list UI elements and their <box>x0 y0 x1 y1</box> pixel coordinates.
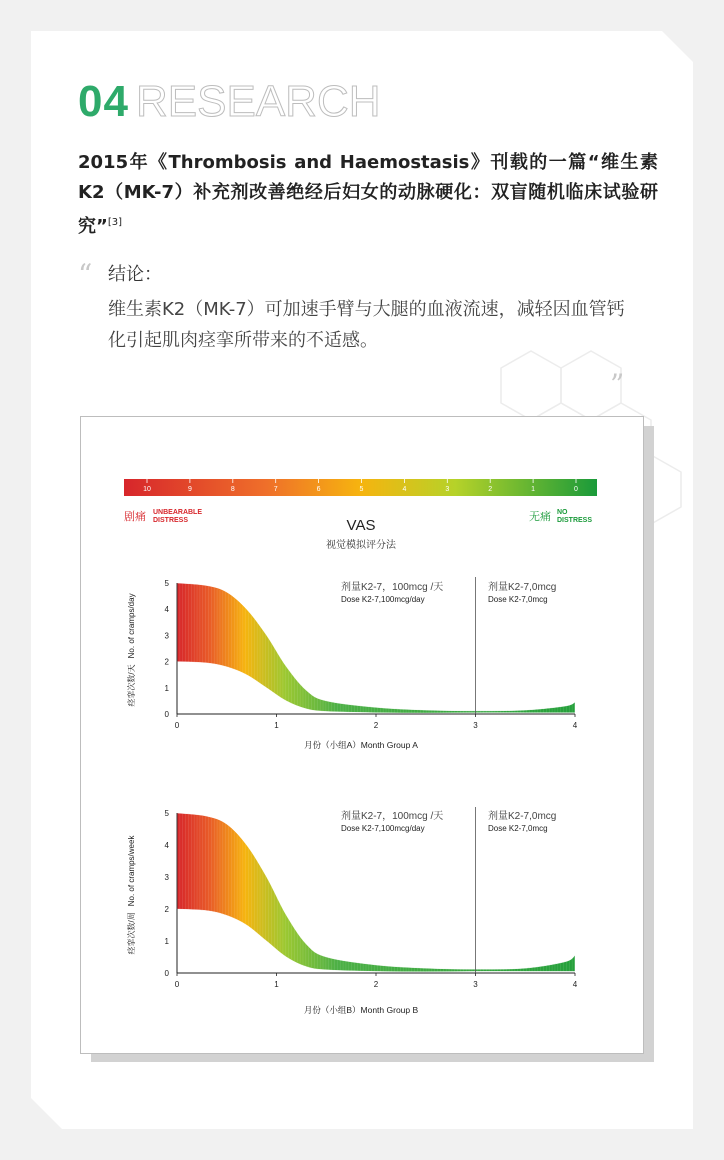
vas-tick-label: 0 <box>574 486 578 493</box>
vas-left-label-cn: 剧痛 <box>124 511 146 523</box>
vas-left-label-en-2: DISTRESS <box>153 517 189 524</box>
chart-group-b <box>126 807 578 1015</box>
section-title: RESEARCH <box>136 77 381 126</box>
chart-b-annotation-right-en: Dose K2-7,0mcg <box>488 824 548 833</box>
vas-title: VAS <box>346 517 376 534</box>
x-tick-label: 4 <box>572 721 578 730</box>
vas-right-label-cn: 无痛 <box>529 511 551 523</box>
y-tick-label: 3 <box>164 631 169 641</box>
chart-a-annotation-left-en: Dose K2-7,100mcg/day <box>341 595 425 604</box>
y-tick-label: 0 <box>164 710 169 719</box>
x-tick-label: 0 <box>174 721 180 730</box>
x-tick-label: 2 <box>373 980 379 989</box>
chart-a-annotation-right-cn: 剂量K2-7,0mcg <box>488 582 557 593</box>
conclusion-body: 维生素K2（MK-7）可加速手臂与大腿的血液流速，减轻因血管钙化引起肌肉痉挛所带来的不适感。 <box>108 299 625 351</box>
vas-tick-label: 2 <box>488 486 493 493</box>
vas-left-label-en-1: UNBEARABLE <box>153 509 202 516</box>
vas-tick-label: 6 <box>316 486 321 493</box>
vas-tick-label: 1 <box>531 486 536 493</box>
y-tick-label: 4 <box>164 605 169 615</box>
chart-b-xlabel: 月份（小组B）Month Group B <box>303 1005 419 1015</box>
vas-right-label-en-1: NO <box>557 509 568 516</box>
conclusion-title: 结论： <box>108 264 162 285</box>
x-tick-label: 3 <box>473 721 478 730</box>
y-tick-label: 2 <box>164 905 169 914</box>
chart-group-a <box>126 577 578 750</box>
figure-svg <box>81 417 643 1053</box>
open-quote-icon: “ <box>78 258 93 291</box>
chart-a-annotation-left-cn: 剂量K2-7，100mcg /天 <box>341 582 444 593</box>
chart-b-annotation-left-cn: 剂量K2-7，100mcg /天 <box>341 811 444 822</box>
x-tick-label: 0 <box>174 980 180 989</box>
vas-tick-label: 7 <box>273 486 278 493</box>
chart-b-ylabel-en: No. of cramps/week <box>127 835 136 907</box>
vas-subtitle: 视觉模拟评分法 <box>326 540 396 551</box>
x-tick-label: 1 <box>274 721 279 730</box>
y-tick-label: 1 <box>164 683 169 693</box>
figure-panel <box>80 416 644 1054</box>
chart-a-xlabel: 月份（小组A）Month Group A <box>304 740 418 750</box>
x-tick-label: 2 <box>373 721 379 730</box>
vas-tick-label: 10 <box>143 486 151 493</box>
reference-mark: [3] <box>107 217 123 228</box>
y-tick-label: 1 <box>164 937 169 946</box>
y-tick-label: 2 <box>164 657 169 667</box>
headline-text: 2015年《Thrombosis and Haemostasis》刊载的一篇“维生素K2（MK-7）补充剂改善绝经后妇女的动脉硬化：双盲随机临床试验研究” <box>78 152 658 237</box>
chart-b-annotation-left-en: Dose K2-7,100mcg/day <box>341 824 425 833</box>
vas-tick-label: 3 <box>445 486 450 493</box>
vas-tick-label: 4 <box>402 486 407 493</box>
y-tick-label: 4 <box>164 841 169 850</box>
vas-tick-label: 9 <box>187 486 192 493</box>
chart-b-ylabel-cn: 痉挛次数/周 <box>127 912 136 955</box>
y-tick-label: 0 <box>164 969 169 978</box>
chart-a-annotation-right-en: Dose K2-7,0mcg <box>488 595 548 604</box>
chart-a-ylabel-en: No. of cramps/day <box>127 593 136 659</box>
close-quote-icon: ” <box>610 368 625 401</box>
chart-a-ylabel-cn: 痉挛次数/天 <box>127 664 136 707</box>
chart-b-area <box>177 813 575 972</box>
x-tick-label: 4 <box>572 980 578 989</box>
x-tick-label: 3 <box>473 980 478 989</box>
y-tick-label: 5 <box>164 809 169 818</box>
x-tick-label: 1 <box>274 980 279 989</box>
y-tick-label: 5 <box>164 579 169 588</box>
y-tick-label: 3 <box>164 873 169 882</box>
section-number: 04 <box>78 77 129 126</box>
chart-b-ylabel <box>126 835 136 955</box>
vas-tick-label: 5 <box>359 486 364 493</box>
vas-right-label-en-2: DISTRESS <box>557 517 593 524</box>
chart-a-ylabel <box>126 593 136 706</box>
article-headline <box>78 148 658 242</box>
vas-tick-label: 8 <box>230 486 235 493</box>
chart-b-annotation-right-cn: 剂量K2-7,0mcg <box>488 811 557 822</box>
